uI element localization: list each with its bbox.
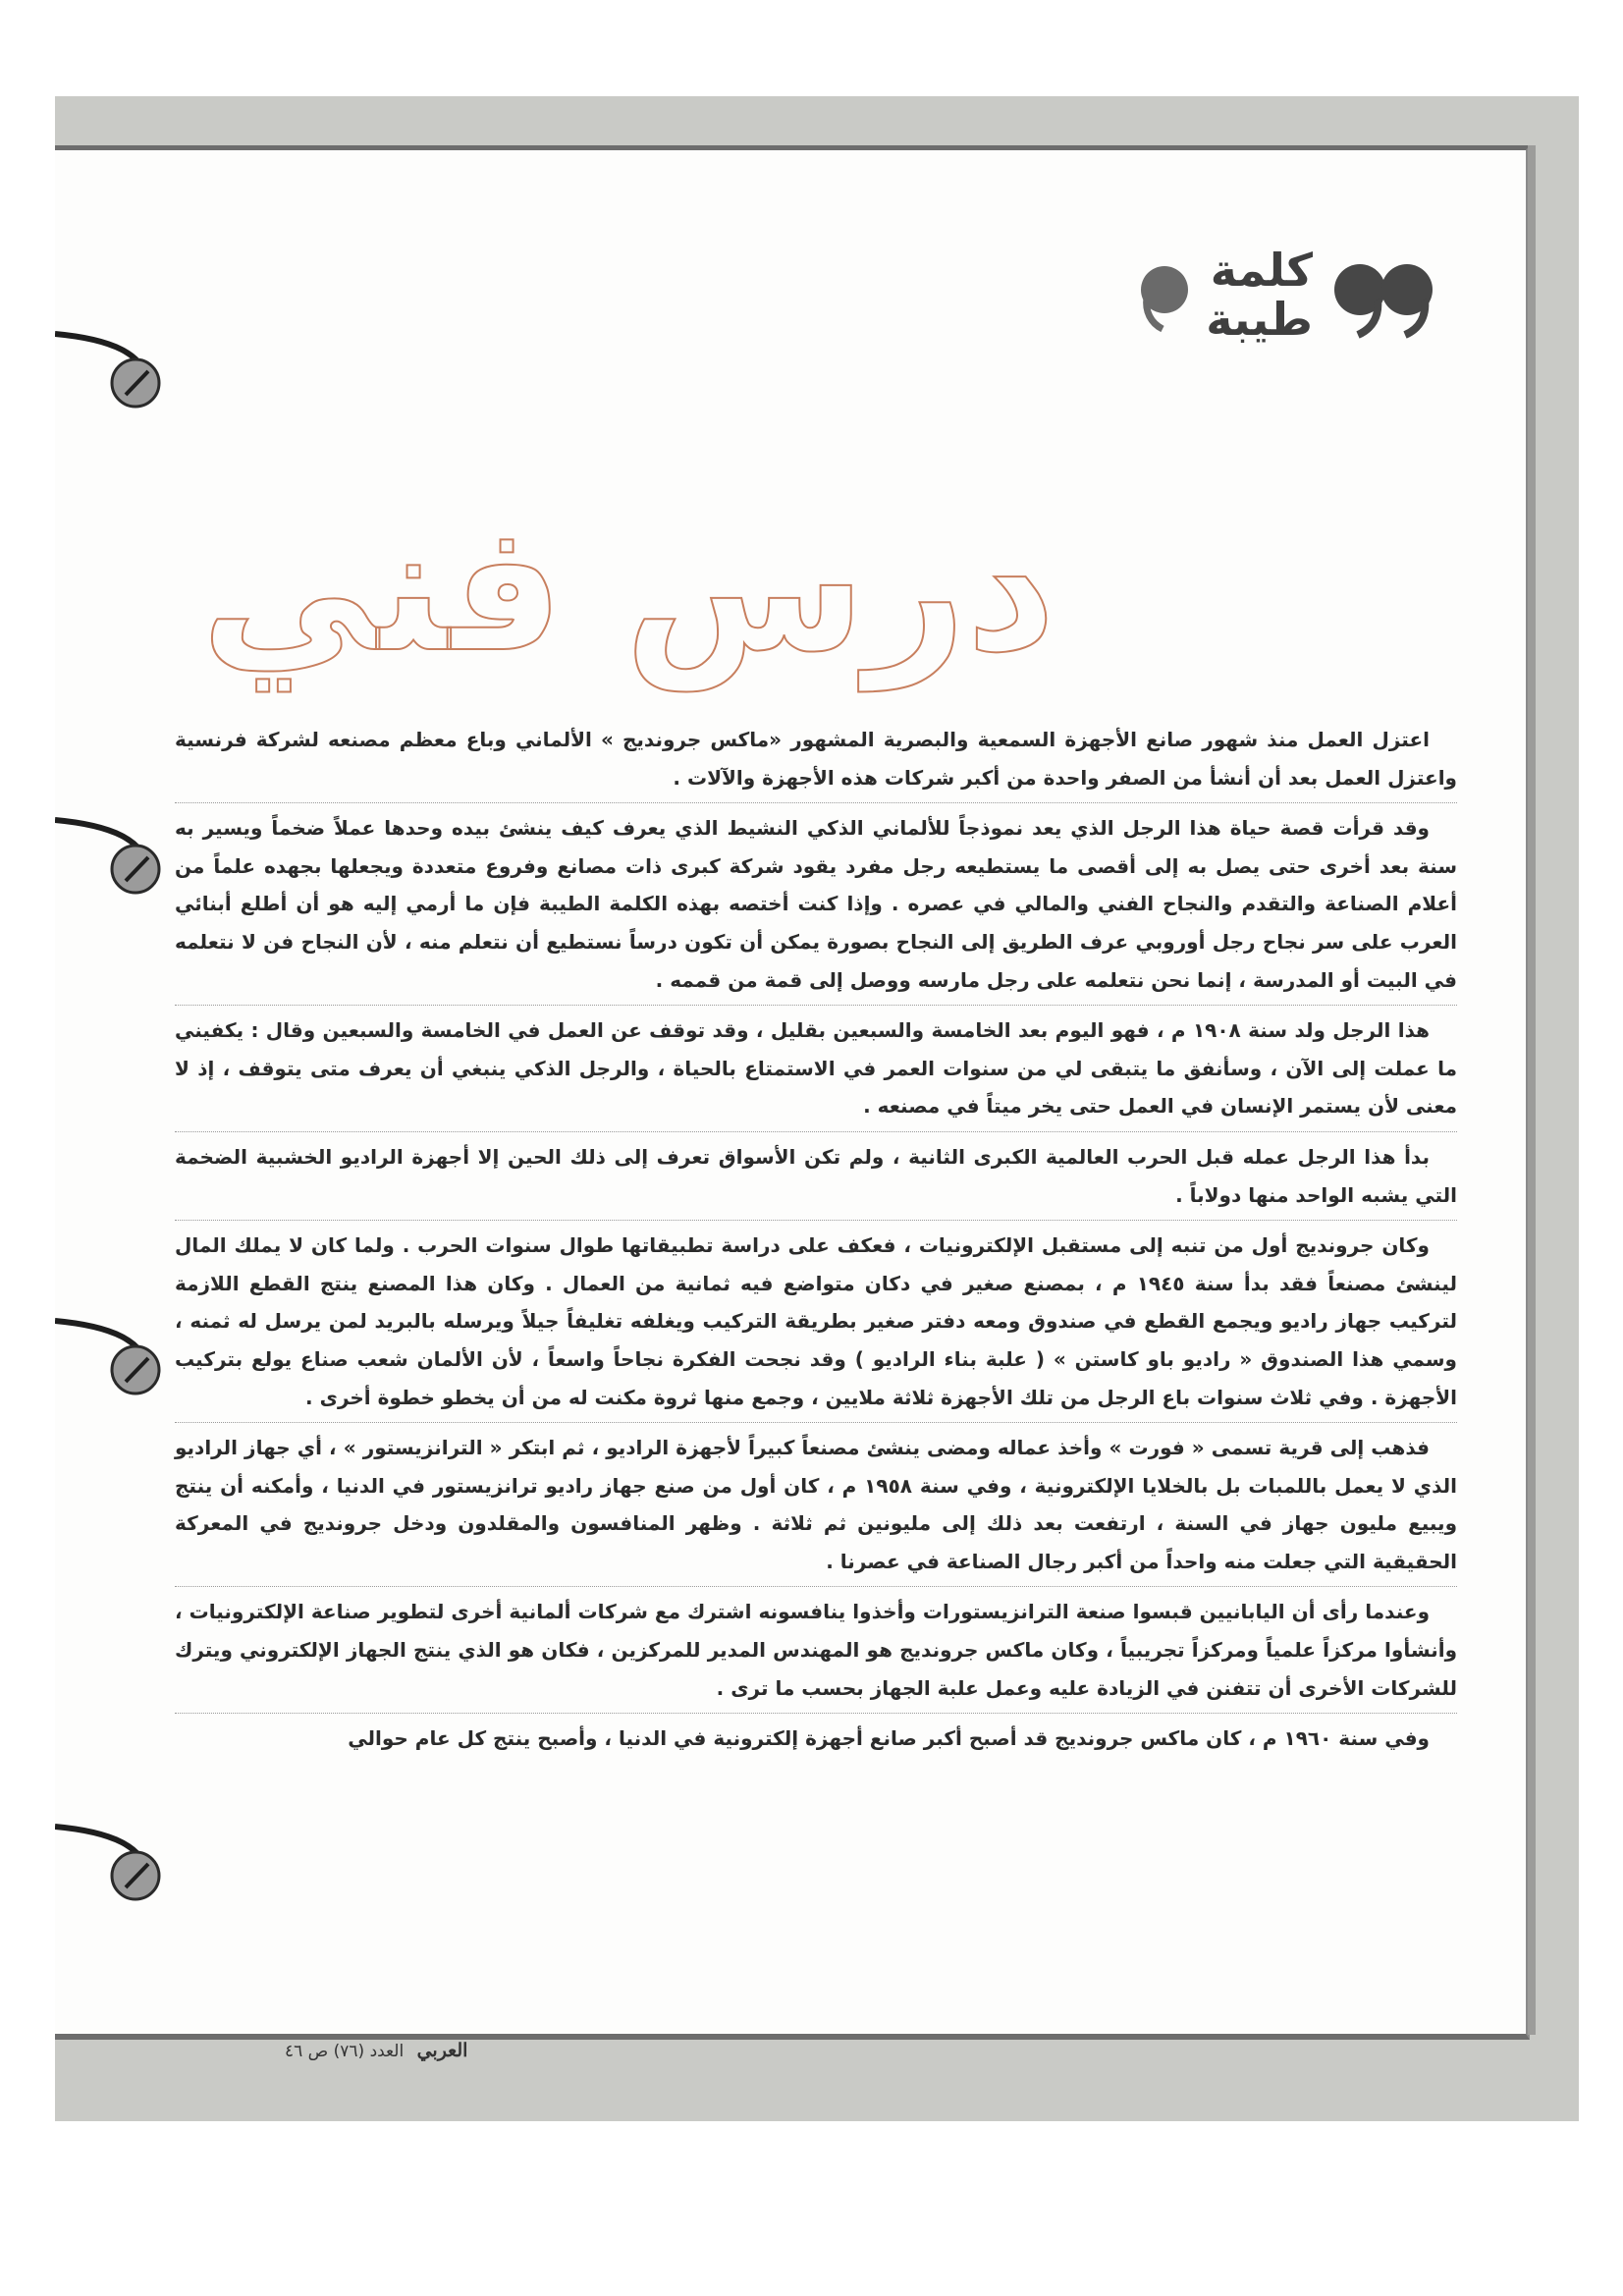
- column-title-line1: كلمة: [1210, 244, 1313, 297]
- single-quote-icon: [1137, 250, 1190, 339]
- article-paragraph: وكان جروندیج أول من تنبه إلى مستقبل الإلكترونيات ، فعكف على دراسة تطبيقاتها طوال سنوات الحرب . ولما كان لا يملك المال لينشئ مصنعاً فقد بدأ سنة ١٩٤٥ م ، بمصنع صغير في دكان متواضع فيه ثمانية من العمال . وكان هذا المصنع ينتج القطع اللازمة لتركيب جهاز راديو ويجمع القطع في صندوق ومعه دفتر صغير بطريقة التركيب ويغلفه تغليفاً جيلاً ويرسله بالبريد لمن يرسل له ثمنه ، وسمي هذا الصندوق « راديو باو كاستن » ( علبة بناء الراديو ) وقد نجحت الفكرة نجاحاً واسعاً ، لأن الألمان شعب صناع يولع بتركيب الأجهزة . وفي ثلاث سنوات باع الرجل من تلك الأجهزة ثلاثة ملايين ، وجمع منها ثروة مكنت له من أن يخطو خطوة أخرى .: [175, 1227, 1457, 1423]
- article-paragraph: وقد قرأت قصة حياة هذا الرجل الذي يعد نموذجاً للألماني الذكي النشيط الذي يعرف كيف ينشئ بيده وحدها عملاً ضخماً ويسير به سنة بعد أخرى حتى يصل به إلى أقصى ما يستطيعه رجل مفرد يقود شركة كبرى ذات مصانع وفروع متعددة ويجعلها بجهده علماً من أعلام الصناعة والتقدم والنجاح الفني والمالي في عصره . وإذا كنت أختصه بهذه الكلمة الطيبة فإن ما أرمي إليه هو أن أطلع أبنائي العرب على سر نجاح رجل أوروبي عرف الطريق إلى النجاح بصورة يمكن أن تكون درساً نستطيع أن نتعلم منه ، لأن النجاح فن لا نتعلمه في البيت أو المدرسة ، إنما نحن نتعلمه على رجل مارسه ووصل إلى قمة من قممه .: [175, 809, 1457, 1006]
- article-paragraph: وعندما رأى أن اليابانيين قبسوا صنعة الترانزيستورات وأخذوا ينافسونه اشترك مع شركات ألمانية أخرى لتطوير صناعة الإلكترونيات ، وأنشأوا مركزاً علمياً ومركزاً تجريبياً ، وكان ماكس جروندیج هو المهندس المدير للمركزين ، فكان هو الذي ينتج الجهاز الإلكتروني ويترك للشركات الأخرى أن تتفنن في الزيادة عليه وعمل علبة الجهاز بحسب ما ترى .: [175, 1593, 1457, 1714]
- binder-ring-icon: [55, 324, 173, 412]
- binder-ring-icon: [55, 1817, 173, 1905]
- article-paragraph: اعتزل العمل منذ شهور صانع الأجهزة السمعية والبصرية المشهور «ماكس جروندیج » الألماني وباع معظم مصنعه لشركة فرنسية واعتزل العمل بعد أن أنشأ من الصفر واحدة من أكبر شركات هذه الأجهزة والآلات .: [175, 721, 1457, 803]
- article-headline: درس فني: [200, 487, 1056, 690]
- double-quote-icon: [1328, 250, 1436, 339]
- article-paragraph: بدأ هذا الرجل عمله قبل الحرب العالمية الكبرى الثانية ، ولم تكن الأسواق تعرف إلى ذلك الحين إلا أجهزة الراديو الخشبية الضخمة التي يشبه الواحد منها دولاباً .: [175, 1138, 1457, 1221]
- article-paragraph: هذا الرجل ولد سنة ١٩٠٨ م ، فهو اليوم بعد الخامسة والسبعين بقليل ، وقد توقف عن العمل في الخامسة والسبعين وقال : يكفيني ما عملت إلى الآن ، وسأنفق ما يتبقى لي من سنوات العمر في الاستمتاع بالحياة ، والرجل الذكي ينبغي أن يعرف متى يتوقف ، إذ لا معنى لأن يستمر الإنسان في العمل حتى يخر ميتاً في مصنعه .: [175, 1011, 1457, 1132]
- article-body: [175, 721, 1457, 2007]
- column-name: [1206, 246, 1313, 344]
- page-footer: [285, 2040, 467, 2069]
- column-header: [1137, 236, 1436, 354]
- article-paragraph: فذهب إلى قرية تسمى « فورت » وأخذ عماله ومضى ينشئ مصنعاً كبيراً لأجهزة الراديو ، ثم ابتكر « الترانزيستور » ، أي جهاز الراديو الذي لا يعمل باللمبات بل بالخلايا الإلكترونية ، وفي سنة ١٩٥٨ م ، كان أول من صنع جهاز راديو ترانزيستور في الدنيا ، وأمكنه أن ينتج ويبيع مليون جهاز في السنة ، ارتفعت بعد ذلك إلى مليونين ثم ثلاثة . وظهر المنافسون والمقلدون ودخل جروندیج في المعركة الحقيقية التي جعلت منه واحداً من أكبر رجال الصناعة في عصرنا .: [175, 1429, 1457, 1587]
- binder-ring-icon: [55, 810, 173, 899]
- column-title-line2: طيبة: [1206, 293, 1313, 346]
- frame-edge: [1528, 145, 1536, 2035]
- issue-page-number: العدد (٧٦) ص ٤٦: [285, 2042, 405, 2061]
- article-paragraph: وفي سنة ١٩٦٠ م ، كان ماكس جروندیج قد أصبح أكبر صانع أجهزة إلكترونية في الدنيا ، وأصبح ينتج كل عام حوالي: [348, 1726, 1430, 1751]
- binder-ring-icon: [55, 1311, 173, 1399]
- magazine-name: العربي: [416, 2040, 468, 2061]
